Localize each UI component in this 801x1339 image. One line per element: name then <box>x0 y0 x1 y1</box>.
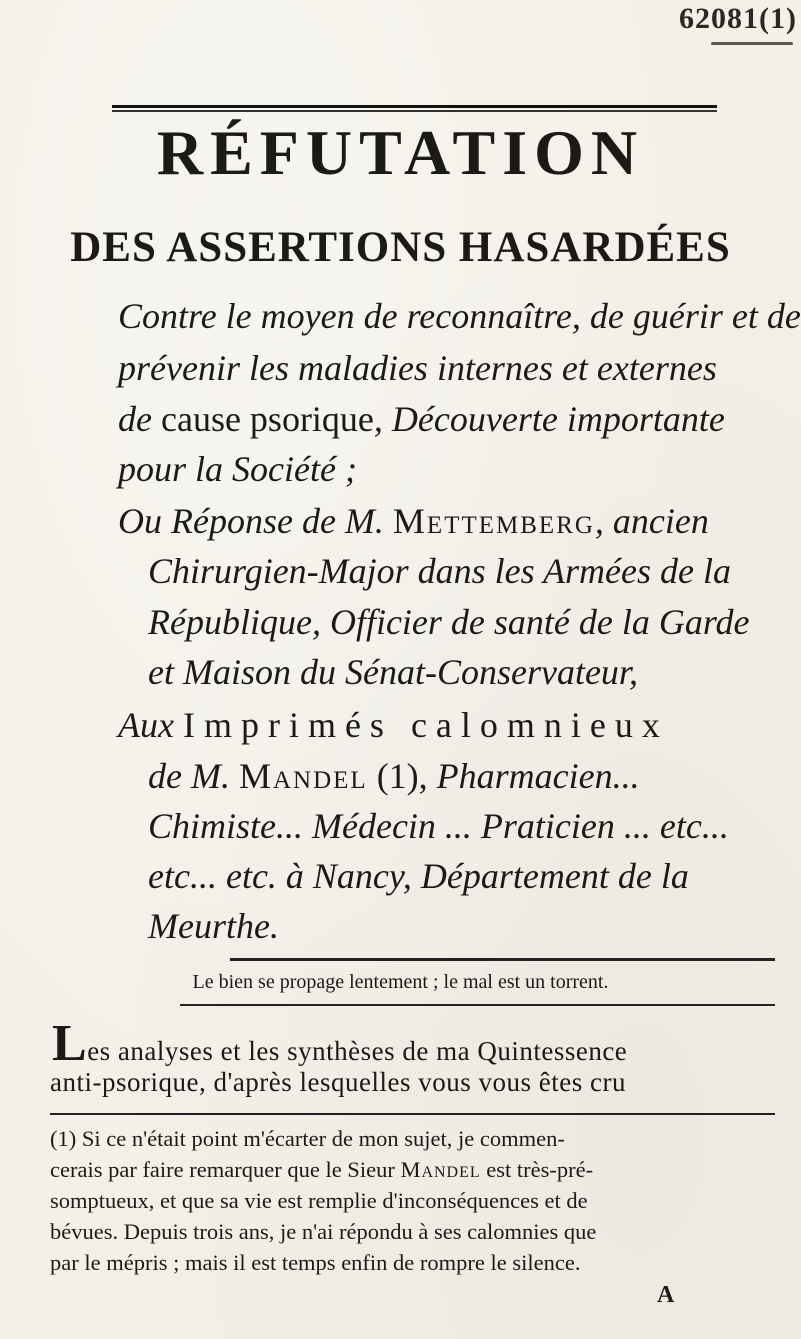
target-line-2-suffix: Pharmacien... <box>436 756 640 796</box>
epigraph-bottom-rule <box>180 1004 775 1006</box>
body-line-1-text: es analyses et les synthèses de ma Quintessence <box>87 1036 628 1066</box>
footnote-rule <box>50 1113 775 1115</box>
footnote-name: Mandel <box>400 1157 481 1182</box>
body-line-1 <box>52 1015 628 1072</box>
footnote-line-3: somptueux, et que sa vie est remplie d'inconséquences et de <box>50 1188 588 1213</box>
title-line-3-suffix: , Découverte importante <box>373 399 725 439</box>
top-double-rule <box>112 105 717 112</box>
page-subtitle: DES ASSERTIONS HASARDÉES <box>70 224 731 271</box>
target-line-4: etc... etc. à Nancy, Département de la <box>148 856 689 896</box>
author-name: Mettemberg <box>392 501 595 541</box>
drop-cap: L <box>52 1015 88 1072</box>
target-line-3: Chimiste... Médecin ... Praticien ... etc... <box>148 806 729 846</box>
target-line-1-prefix: Aux <box>118 705 174 745</box>
target-line-5: Meurthe. <box>148 906 279 946</box>
footnote-line-2-suffix: est très-pré- <box>486 1157 594 1182</box>
reply-line-1 <box>118 503 709 539</box>
epigraph: Le bien se propage lentement ; le mal est un torrent. <box>192 971 609 993</box>
footnote-reference: (1), <box>376 756 428 796</box>
catchword: A <box>657 1282 675 1308</box>
shelfmark-underline <box>711 42 793 45</box>
title-line-4: pour la Société ; <box>118 449 357 489</box>
library-shelfmark: 62081(1) <box>679 2 797 35</box>
title-line-3-roman: cause psorique <box>160 399 374 439</box>
opponent-name: Mandel <box>238 756 368 796</box>
reply-line-4: et Maison du Sénat-Conservateur, <box>148 652 638 692</box>
title-line-2: prévenir les maladies internes et externes <box>118 348 717 388</box>
title-line-1: Contre le moyen de reconnaître, de guérir et de <box>118 296 801 336</box>
reply-line-2: Chirurgien-Major dans les Armées de la <box>148 551 731 591</box>
reply-line-3: République, Officier de santé de la Garde <box>148 602 750 642</box>
page-title: RÉFUTATION <box>156 117 645 188</box>
footnote-line-4: bévues. Depuis trois ans, je n'ai répondu à ses calomnies que <box>50 1219 597 1244</box>
target-line-2 <box>148 758 640 794</box>
reply-line-1-suffix: , ancien <box>594 501 709 541</box>
footnote-line-2-prefix: cerais par faire remarquer que le Sieur <box>50 1157 395 1182</box>
target-line-1 <box>118 707 669 743</box>
target-line-1-spaced: Imprimés calomnieux <box>182 705 669 745</box>
footnote-line-1: (1) Si ce n'était point m'écarter de mon sujet, je commen- <box>50 1126 565 1151</box>
footnote-line-2 <box>50 1159 593 1182</box>
title-line-3 <box>118 401 725 437</box>
title-line-3-prefix: de <box>118 399 152 439</box>
body-line-2: anti-psorique, d'après lesquelles vous vous êtes cru <box>50 1067 626 1097</box>
footnote-line-5: par le mépris ; mais il est temps enfin de rompre le silence. <box>50 1250 581 1275</box>
epigraph-top-rule <box>230 958 775 961</box>
reply-line-1-prefix: Ou Réponse de M. <box>118 501 384 541</box>
target-line-2-prefix: de M. <box>148 756 230 796</box>
